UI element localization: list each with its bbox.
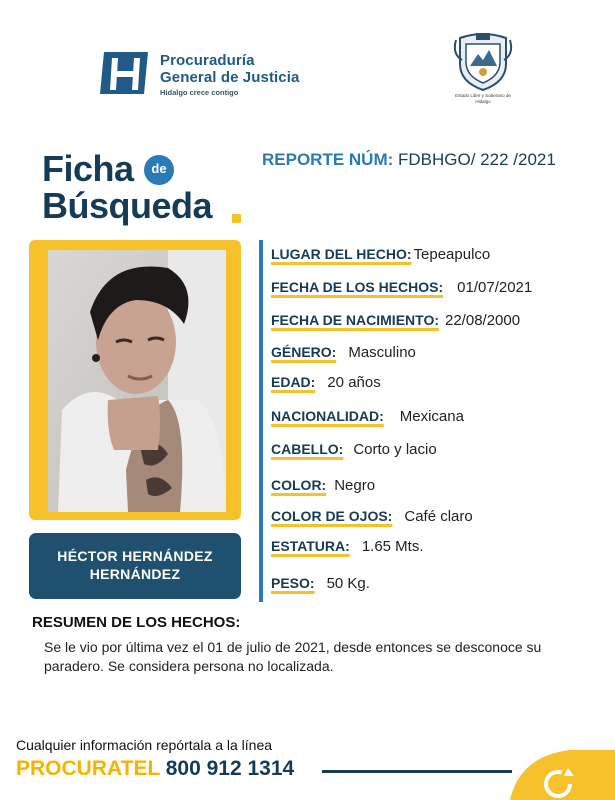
field-label: FECHA DE LOS HECHOS:	[271, 279, 444, 295]
field-label: LUGAR DEL HECHO:	[271, 246, 412, 262]
procuratel-number: 800 912 1314	[165, 757, 295, 780]
field-value: 01/07/2021	[457, 279, 533, 296]
title-ficha: Ficha	[42, 148, 134, 189]
person-name-line2: HERNÁNDEZ	[89, 566, 181, 582]
field-color-ojos	[271, 508, 473, 525]
field-label: ESTATURA:	[271, 538, 350, 554]
field-peso	[271, 575, 370, 592]
title-dot	[232, 214, 241, 223]
report-label: REPORTE NÚM:	[262, 150, 394, 169]
field-lugar	[271, 246, 490, 263]
field-label: CABELLO:	[271, 441, 344, 457]
org-tagline: Hidalgo crece contigo	[160, 88, 239, 97]
field-label: GÉNERO:	[271, 344, 337, 360]
procuratel-label: PROCURATEL	[16, 757, 160, 780]
field-nacionalidad	[271, 408, 464, 425]
field-label: PESO:	[271, 575, 315, 591]
field-value: Masculino	[348, 344, 416, 361]
summary-text: Se le vio por última vez el 01 de julio de 2021, desde entonces se desconoce su paradero. Se considera persona no localizada.	[44, 639, 542, 674]
field-value: Tepeapulco	[413, 246, 491, 263]
field-label: COLOR:	[271, 477, 327, 493]
report-value: FDBHGO/ 222 /2021	[398, 150, 556, 169]
field-label: FECHA DE NACIMIENTO:	[271, 312, 439, 328]
state-seal	[448, 30, 518, 110]
info-divider	[259, 240, 263, 602]
field-cabello	[271, 441, 437, 458]
field-color	[271, 477, 375, 494]
field-value: Mexicana	[399, 408, 464, 425]
field-label: COLOR DE OJOS:	[271, 508, 393, 524]
person-name-line1: HÉCTOR HERNÁNDEZ	[57, 548, 213, 564]
org-name-line1: Procuraduría	[160, 52, 255, 69]
field-value: 22/08/2000	[445, 312, 521, 329]
title-busqueda: Búsqueda	[42, 185, 213, 226]
procuratel-hotline	[16, 757, 294, 781]
field-value: Café claro	[404, 508, 473, 525]
field-value: 50 Kg.	[326, 575, 370, 592]
field-value: Negro	[334, 477, 376, 494]
footer-rule	[322, 770, 512, 773]
hidalgo-seal-icon	[452, 30, 514, 92]
report-number	[262, 150, 556, 170]
pgj-logo	[98, 48, 308, 100]
footer-refresh-badge-icon	[510, 746, 615, 800]
field-genero	[271, 344, 416, 361]
title-de-badge: de	[144, 155, 174, 185]
person-name-box	[29, 533, 241, 599]
pgj-h-icon	[98, 50, 150, 96]
field-label: EDAD:	[271, 374, 316, 390]
field-label: NACIONALIDAD:	[271, 408, 384, 424]
field-value: Corto y lacio	[353, 441, 437, 458]
field-fecha-hechos	[271, 279, 532, 296]
field-fecha-nacimiento	[271, 312, 520, 329]
field-estatura	[271, 538, 424, 555]
person-photo-image	[48, 250, 226, 512]
summary-title: RESUMEN DE LOS HECHOS:	[32, 614, 241, 631]
contact-line: Cualquier información repórtala a la línea	[16, 737, 273, 753]
seal-caption: Estado Libre y Soberano de Hidalgo	[455, 93, 511, 104]
ficha-title	[42, 150, 252, 230]
field-value: 1.65 Mts.	[361, 538, 424, 555]
field-value: 20 años	[327, 374, 381, 391]
field-edad	[271, 374, 381, 391]
org-name-line2: General de Justicia	[160, 69, 300, 86]
person-photo	[48, 250, 226, 512]
